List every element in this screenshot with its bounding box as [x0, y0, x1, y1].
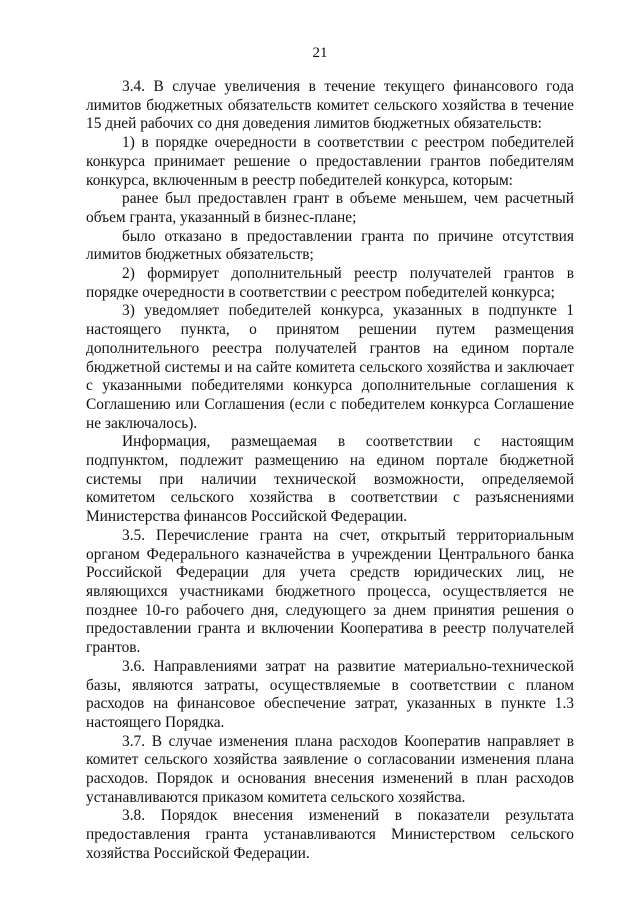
paragraph-3-8: 3.8. Порядок внесения изменений в показатели результата предоставления гранта устанавливаются Министерством сельского хозяйства Российской Федерации.: [86, 807, 574, 862]
paragraph-3-7: 3.7. В случае изменения плана расходов Кооператив направляет в комитет сельского хозяйства заявление о согласовании изменения плана расходов. Порядок и основания внесения изменений в план расходов устанавливаются приказом комитета сельского хозяйства.: [86, 732, 574, 806]
paragraph-3-4: 3.4. В случае увеличения в течение текущего финансового года лимитов бюджетных обязательств комитет сельского хозяйства в течение 15 дней рабочих со дня доведения лимитов бюджетных обязательств:: [86, 78, 574, 133]
paragraph-3-4-item-2: 2) формирует дополнительный реестр получателей грантов в порядке очередности в соответствии с реестром победителей конкурса;: [86, 265, 574, 301]
paragraph-3-4-item-1-case-b: было отказано в предоставлении гранта по причине отсутствия лимитов бюджетных обязательств;: [86, 227, 574, 264]
page-number: 21: [312, 45, 328, 61]
paragraph-3-5: 3.5. Перечисление гранта на счет, открытый территориальным органом Федерального казначейства в учреждении Центрального банка Российской Федерации для учета средств юридических лиц, не являющихся участниками бюджетного процесса, осуществляется не позднее 10-го рабочего дня, следующего за днем принятия решения о предоставлении гранта и включении Кооператива в реестр получателей грантов.: [86, 526, 574, 657]
paragraph-3-4-item-1: 1) в порядке очередности в соответствии с реестром победителей конкурса принимает решение о предоставлении грантов победителям конкурса, включенным в реестр победителей конкурса, которым:: [86, 134, 574, 189]
paragraph-3-4-item-3: 3) уведомляет победителей конкурса, указанных в подпункте 1 настоящего пункта, о принятом решении путем размещения дополнительного реестра получателей грантов на едином портале бюджетной системы и на сайте комитета сельского хозяйства и заключает с указанными победителями конкурса дополнительные соглашения к Соглашению или Соглашения (если с победителем конкурса Соглашение не заключалось).: [86, 302, 574, 432]
paragraph-3-4-information: Информация, размещаемая в соответствии с настоящим подпунктом, подлежит размещению на едином портале бюджетной системы при наличии технической возможности, определяемой комитетом сельского хозяйства в соответствии с разъяснениями Министерства финансов Российской Федерации.: [86, 433, 574, 526]
document-body: [86, 78, 574, 864]
paragraph-3-4-item-1-case-a: ранее был предоставлен грант в объеме меньшем, чем расчетный объем гранта, указанный в бизнес-плане;: [86, 190, 574, 226]
paragraph-3-6: 3.6. Направлениями затрат на развитие материально-технической базы, являются затраты, осуществляемые в соответствии с планом расходов на финансовое обеспечение затрат, указанных в пункте 1.3 настоящего Порядка.: [86, 657, 574, 731]
